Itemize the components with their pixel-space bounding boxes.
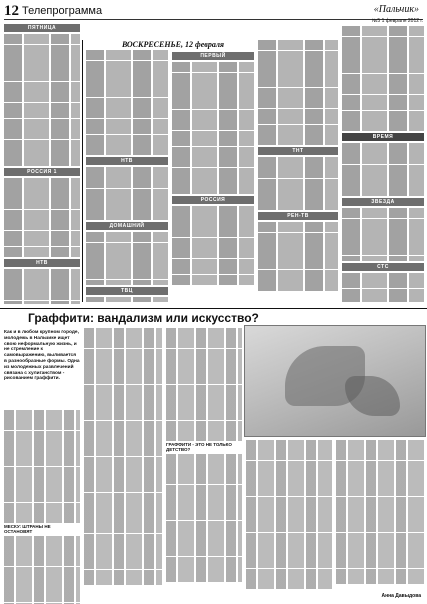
article-lead: Как и в любом крупном городе, молодежь в Нальчике ищет свою неформальную жизнь, и не стремление к самовыражению, выливается в разнообразные формы. Одна из молодежных развлечений связана с хулиганством - рисованием граффити. bbox=[4, 330, 80, 382]
channel-band: РОССИЯ bbox=[172, 196, 254, 204]
article-subheading: ГРАФФИТИ - ЭТО НЕ ТОЛЬКО ДЕТСТВО? bbox=[166, 441, 232, 453]
channel-band: ТНТ bbox=[258, 147, 338, 155]
brand-name: «Пальчик» bbox=[373, 4, 419, 15]
page-header bbox=[4, 3, 423, 20]
graffiti-photo bbox=[244, 325, 426, 437]
channel-band: РЕН-ТВ bbox=[258, 212, 338, 220]
page-number: 12 bbox=[4, 3, 19, 19]
channel-band: ДОМАШНИЙ bbox=[86, 222, 168, 230]
article-column-1 bbox=[4, 410, 80, 604]
channel-band: РОССИЯ 1 bbox=[4, 168, 80, 176]
tv-column-right bbox=[342, 26, 424, 302]
issue-info: №5 1 февраля 2012 г. bbox=[372, 18, 423, 24]
article-column-3 bbox=[166, 328, 242, 582]
tv-column-left bbox=[4, 22, 80, 304]
channel-band: НТВ bbox=[86, 157, 168, 165]
article-column-5 bbox=[336, 440, 424, 584]
channel-band: ТВЦ bbox=[86, 287, 168, 295]
section-title: Телепрограмма bbox=[22, 5, 103, 17]
section-divider bbox=[0, 308, 427, 309]
article-column-4 bbox=[246, 440, 332, 589]
article-column-2 bbox=[84, 328, 162, 585]
tv-column-right-center bbox=[258, 40, 338, 302]
day-heading: ВОСКРЕСЕНЬЕ, 12 февраля bbox=[121, 40, 225, 49]
article-title: Граффити: вандализм или искусство? bbox=[28, 311, 259, 325]
channel-band: НТВ bbox=[4, 259, 80, 267]
article-subheading: МЕСКУ: ШТРАНЫ НЕ ОСТАНОВЯТ bbox=[4, 523, 51, 535]
tv-column-center bbox=[172, 50, 254, 302]
tv-column-middle bbox=[86, 50, 168, 302]
article-author: Анна Давыдова bbox=[381, 593, 421, 599]
channel-band: ПЯТНИЦА bbox=[4, 24, 80, 32]
channel-band: ПЕРВЫЙ bbox=[172, 52, 254, 60]
channel-band: ЗВЕЗДА bbox=[342, 198, 424, 206]
channel-band: ВРЕМЯ bbox=[342, 133, 424, 141]
channel-band: СТС bbox=[342, 263, 424, 271]
